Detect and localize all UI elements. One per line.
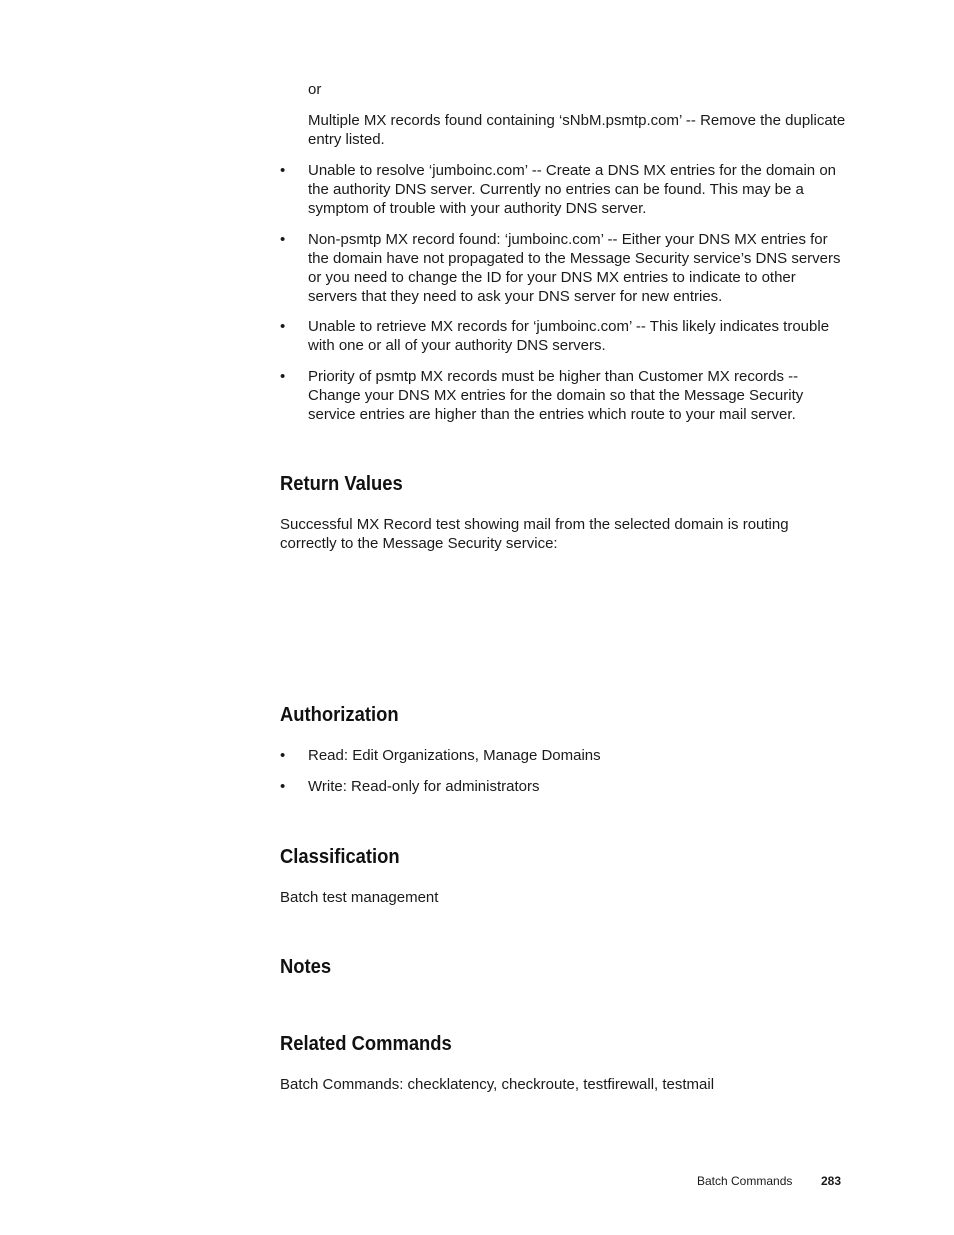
bullet-text: Write: Read-only for administrators xyxy=(308,778,540,795)
return-values-heading: Return Values xyxy=(280,473,403,495)
bullet-text: Priority of psmtp MX records must be higher than Customer MX records -- Change your DNS MX entries for the domain so that the Message Security service entries are higher than the entries which route to your mail server. xyxy=(308,368,804,423)
bullet-text: Unable to retrieve MX records for ‘jumboinc.com’ -- This likely indicates trouble with one or all of your authority DNS servers. xyxy=(308,318,830,354)
bullet-marker: • xyxy=(280,318,286,335)
classification-text: Batch test management xyxy=(280,889,439,906)
or-text: or xyxy=(308,81,322,98)
bullet-marker: • xyxy=(280,231,286,248)
bullet-marker: • xyxy=(280,778,286,795)
classification-heading: Classification xyxy=(280,846,400,868)
bullet-text: Unable to resolve ‘jumboinc.com’ -- Create a DNS MX entries for the domain on the authority DNS server. Currently no entries can be found. This may be a symptom of trouble with your authority DNS server. xyxy=(308,162,837,217)
authorization-heading: Authorization xyxy=(280,704,399,726)
bullet-marker: • xyxy=(280,162,286,179)
multiple-mx-paragraph: Multiple MX records found containing ‘sNbM.psmtp.com’ -- Remove the duplicate entry listed. xyxy=(308,112,846,148)
bullet-text: Non-psmtp MX record found: ‘jumboinc.com’ -- Either your DNS MX entries for the domain have not propagated to the Message Security service’s DNS servers or you need to change the ID for your DNS MX entries to indicate to other servers that they need to ask your DNS server for new entries. xyxy=(308,231,841,305)
footer-section-label: Batch Commands xyxy=(697,1174,793,1188)
page-number: 283 xyxy=(821,1174,842,1188)
bullet-marker: • xyxy=(280,747,286,764)
bullet-text: Read: Edit Organizations, Manage Domains xyxy=(308,747,601,764)
related-commands-text: Batch Commands: checklatency, checkroute, testfirewall, testmail xyxy=(280,1076,715,1093)
bullet-marker: • xyxy=(280,368,286,385)
notes-heading: Notes xyxy=(280,956,332,978)
related-commands-heading: Related Commands xyxy=(280,1033,452,1055)
return-values-text: Successful MX Record test showing mail from the selected domain is routing correctly to the Message Security service: xyxy=(280,516,789,552)
